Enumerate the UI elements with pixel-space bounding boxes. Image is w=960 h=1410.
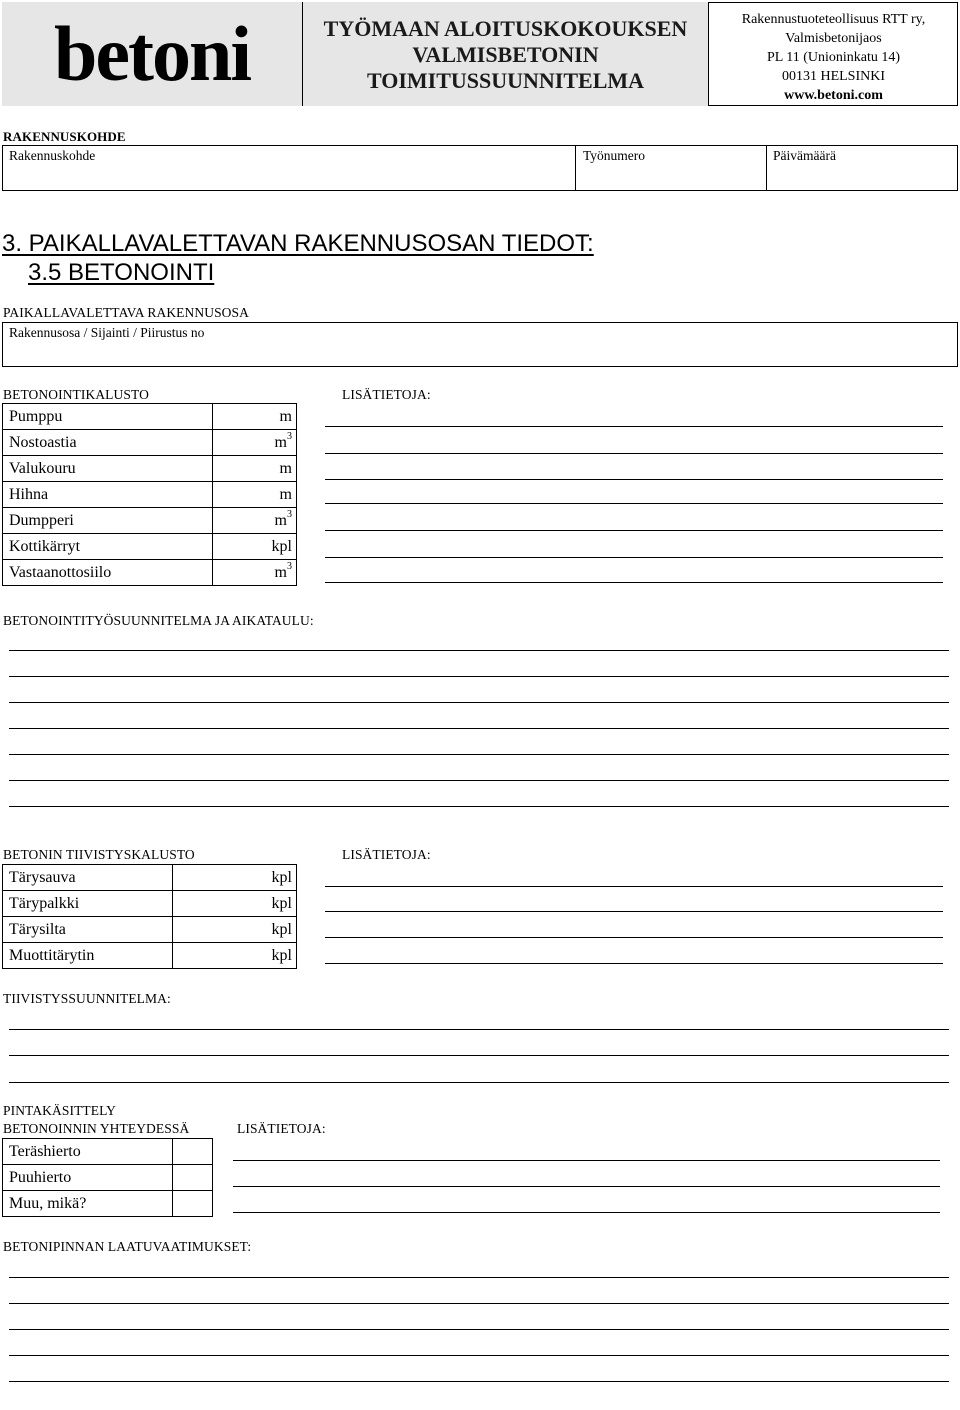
table-row [3, 1165, 213, 1191]
equipment-unit: m [274, 433, 287, 451]
surface-requirements-line[interactable] [9, 1329, 949, 1330]
title-line: TOIMITUSSUUNNITELMA [366, 68, 645, 93]
compaction-notes-line[interactable] [325, 937, 943, 938]
table-row [3, 943, 297, 969]
casting-notes-line[interactable] [325, 582, 943, 583]
equipment-name: Tärysilta [3, 917, 173, 943]
equipment-unit: m [274, 511, 287, 529]
equipment-name: Tärysauva [3, 865, 173, 891]
equipment-unit: kpl [271, 868, 292, 886]
org-line: PL 11 (Unioninkatu 14) [766, 50, 901, 65]
surface-notes-label: LISÄTIETOJA: [237, 1121, 326, 1136]
casting-equipment-table [2, 403, 297, 586]
equipment-unit: kpl [271, 537, 292, 555]
casting-plan-line[interactable] [9, 754, 949, 755]
equipment-unit: kpl [271, 946, 292, 964]
table-row [3, 534, 297, 560]
equipment-unit-cell[interactable] [213, 560, 297, 586]
treatment-name: Muu, mikä? [3, 1191, 173, 1217]
compaction-notes-line[interactable] [325, 886, 943, 887]
section-heading: 3. PAIKALLAVALETTAVAN RAKENNUSOSAN TIEDOT: [2, 230, 594, 257]
compaction-plan-line[interactable] [9, 1029, 949, 1030]
compaction-plan-line[interactable] [9, 1055, 949, 1056]
compaction-plan-label: TIIVISTYSSUUNNITELMA: [3, 991, 171, 1006]
table-row [3, 508, 297, 534]
casting-plan-label: BETONOINTITYÖSUUNNITELMA JA AIKATAULU: [3, 613, 314, 628]
compaction-notes-line[interactable] [325, 911, 943, 912]
surface-treatment-label-line2: BETONOINNIN YHTEYDESSÄ [3, 1121, 190, 1136]
casting-notes-line[interactable] [325, 426, 943, 427]
surface-requirements-label: BETONIPINNAN LAATUVAATIMUKSET: [3, 1239, 252, 1254]
site-input[interactable] [4, 164, 572, 188]
column-divider [766, 145, 767, 191]
equipment-unit: kpl [271, 920, 292, 938]
site-field-label: Rakennuskohde [9, 148, 96, 163]
surface-treatment-label: PINTAKÄSITTELY [3, 1103, 116, 1118]
casting-plan-line[interactable] [9, 676, 949, 677]
compaction-notes-label: LISÄTIETOJA: [342, 847, 431, 862]
equipment-unit-cell[interactable] [173, 891, 297, 917]
casting-plan-line[interactable] [9, 650, 949, 651]
org-line: Valmisbetonijaos [785, 31, 882, 46]
work-number-input[interactable] [578, 164, 763, 188]
table-row [3, 1139, 213, 1165]
org-line: Rakennustuoteteollisuus RTT ry, [741, 12, 926, 27]
table-row [3, 404, 297, 430]
unit-superscript: 3 [287, 508, 292, 520]
treatment-check-cell[interactable] [173, 1191, 213, 1217]
date-input[interactable] [769, 164, 955, 188]
casting-notes-line[interactable] [325, 479, 943, 480]
document-title [303, 2, 709, 106]
surface-notes-line[interactable] [233, 1212, 940, 1213]
date-field-label: Päivämäärä [773, 148, 836, 163]
equipment-unit: m [274, 563, 287, 581]
casting-plan-line[interactable] [9, 702, 949, 703]
equipment-unit-cell[interactable] [213, 482, 297, 508]
table-row [3, 1191, 213, 1217]
treatment-check-cell[interactable] [173, 1165, 213, 1191]
equipment-unit-cell[interactable] [173, 917, 297, 943]
compaction-notes-line[interactable] [325, 963, 943, 964]
equipment-name: Valukouru [3, 456, 213, 482]
equipment-unit: m [279, 407, 292, 425]
equipment-unit-cell[interactable] [213, 508, 297, 534]
equipment-unit-cell[interactable] [213, 534, 297, 560]
casting-notes-line[interactable] [325, 453, 943, 454]
table-row [3, 865, 297, 891]
equipment-name: Tärypalkki [3, 891, 173, 917]
equipment-name: Hihna [3, 482, 213, 508]
equipment-name: Kottikärryt [3, 534, 213, 560]
part-field-label: Rakennusosa / Sijainti / Piirustus no [9, 325, 205, 340]
part-input[interactable] [4, 342, 954, 364]
surface-requirements-line[interactable] [9, 1381, 949, 1382]
casting-plan-line[interactable] [9, 728, 949, 729]
equipment-unit-cell[interactable] [213, 456, 297, 482]
surface-requirements-line[interactable] [9, 1355, 949, 1356]
table-row [3, 456, 297, 482]
equipment-unit: kpl [271, 894, 292, 912]
table-row [3, 482, 297, 508]
work-number-field-label: Työnumero [583, 148, 646, 163]
title-line: TYÖMAAN ALOITUSKOKOUKSEN [323, 16, 688, 41]
treatment-check-cell[interactable] [173, 1139, 213, 1165]
equipment-name: Muottitärytin [3, 943, 173, 969]
equipment-unit-cell[interactable] [213, 430, 297, 456]
unit-superscript: 3 [287, 560, 292, 572]
unit-superscript: 3 [287, 430, 292, 442]
surface-notes-line[interactable] [233, 1160, 940, 1161]
equipment-unit-cell[interactable] [213, 404, 297, 430]
equipment-unit-cell[interactable] [173, 943, 297, 969]
casting-notes-line[interactable] [325, 557, 943, 558]
equipment-name: Nostoastia [3, 430, 213, 456]
equipment-unit-cell[interactable] [173, 865, 297, 891]
casting-notes-line[interactable] [325, 530, 943, 531]
compaction-equipment-label: BETONIN TIIVISTYSKALUSTO [3, 847, 195, 862]
surface-requirements-line[interactable] [9, 1277, 949, 1278]
equipment-name: Dumpperi [3, 508, 213, 534]
equipment-name: Vastaanottosiilo [3, 560, 213, 586]
table-row [3, 430, 297, 456]
surface-notes-line[interactable] [233, 1186, 940, 1187]
surface-treatment-table [2, 1138, 213, 1217]
table-row [3, 891, 297, 917]
title-line: VALMISBETONIN [412, 42, 599, 67]
part-section-label: PAIKALLAVALETTAVA RAKENNUSOSA [3, 305, 249, 320]
organization-info [709, 2, 958, 106]
surface-requirements-line[interactable] [9, 1303, 949, 1304]
equipment-unit: m [279, 459, 292, 477]
casting-plan-line[interactable] [9, 780, 949, 781]
column-divider [575, 145, 576, 191]
compaction-plan-line[interactable] [9, 1082, 949, 1083]
project-section-label: RAKENNUSKOHDE [3, 129, 126, 144]
treatment-name: Puuhierto [3, 1165, 173, 1191]
casting-notes-line[interactable] [325, 503, 943, 504]
table-row [3, 560, 297, 586]
org-line: 00131 HELSINKI [781, 69, 886, 84]
org-website: www.betoni.com [784, 88, 883, 103]
betoni-logo: betoni [2, 2, 303, 106]
equipment-name: Pumppu [3, 404, 213, 430]
casting-plan-line[interactable] [9, 806, 949, 807]
compaction-equipment-table [2, 864, 297, 969]
casting-equipment-label: BETONOINTIKALUSTO [3, 387, 149, 402]
treatment-name: Teräshierto [3, 1139, 173, 1165]
casting-notes-label: LISÄTIETOJA: [342, 387, 431, 402]
table-row [3, 917, 297, 943]
equipment-unit: m [279, 485, 292, 503]
subsection-heading: 3.5 BETONOINTI [28, 259, 215, 286]
